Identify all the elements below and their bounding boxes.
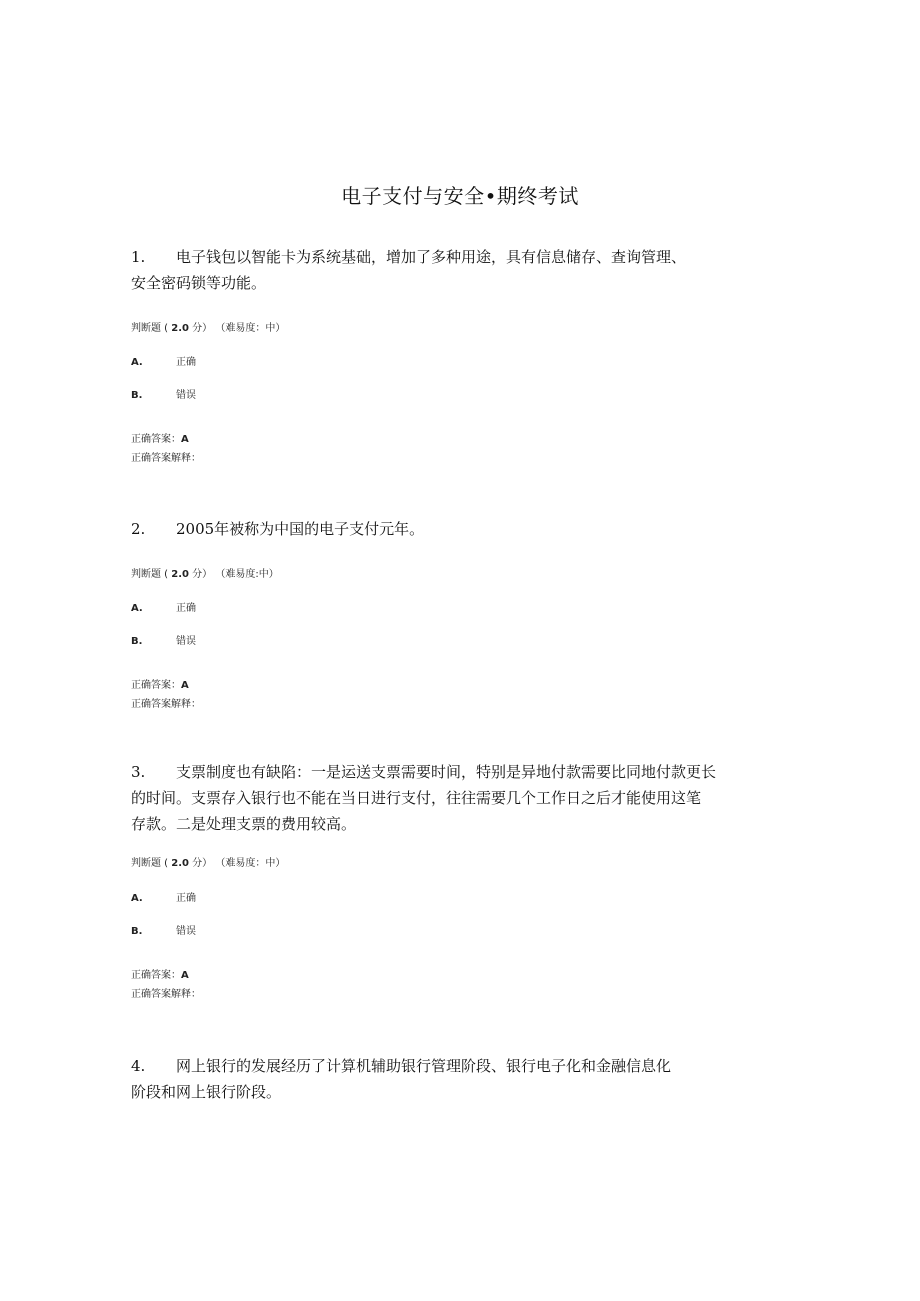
score-unit: 分） — [192, 858, 213, 869]
answer-block — [131, 430, 201, 468]
question-text-line: 2005年被称为中国的电子支付元年。 — [176, 520, 425, 538]
option-letter: B. — [131, 636, 143, 647]
question-text-line: 网上银行的发展经历了计算机辅助银行管理阶段、银行电子化和金融信息化 — [176, 1057, 672, 1075]
explanation-label: 正确答案解释： — [131, 699, 201, 710]
question-text-line: 安全密码锁等功能。 — [131, 274, 267, 292]
question-number: 2. — [131, 520, 146, 538]
score-unit: 分） — [192, 323, 213, 334]
question-number: 4. — [131, 1057, 146, 1075]
option-text: 错误 — [176, 390, 196, 401]
answer-value: A — [181, 434, 189, 445]
question-number: 3. — [131, 763, 146, 781]
option-text: 正确 — [176, 357, 196, 368]
answer-value: A — [181, 970, 189, 981]
option-b[interactable] — [131, 632, 196, 647]
question-difficulty: （难易度:中） — [215, 569, 279, 580]
question-type: 判断题 — [131, 569, 161, 580]
question-1 — [131, 244, 796, 464]
option-b[interactable] — [131, 386, 196, 401]
question-text-line: 存款。二是处理支票的费用较高。 — [131, 815, 357, 833]
question-meta: 判断题 ( 2.0 分） （难易度:中） — [131, 569, 279, 580]
answer-value: A — [181, 680, 189, 691]
question-text-line: 的时间。支票存入银行也不能在当日进行支付，往往需要几个工作日之后才能使用这笔 — [131, 789, 702, 807]
question-stem — [131, 244, 796, 296]
question-4 — [131, 1053, 796, 1105]
option-b[interactable] — [131, 922, 196, 937]
question-3 — [131, 759, 796, 1000]
question-difficulty: （难易度：中） — [215, 858, 286, 869]
question-2 — [131, 516, 796, 710]
answer-block — [131, 966, 201, 1004]
explanation-label: 正确答案解释： — [131, 989, 201, 1000]
answer-block — [131, 676, 201, 714]
option-letter: A. — [131, 603, 143, 614]
option-a[interactable] — [131, 599, 196, 614]
question-stem — [131, 1053, 796, 1105]
answer-label: 正确答案： — [131, 434, 181, 445]
question-text-line: 支票制度也有缺陷：一是运送支票需要时间，特别是异地付款需要比同地付款更长 — [176, 763, 717, 781]
option-letter: A. — [131, 357, 143, 368]
question-stem — [131, 516, 796, 542]
option-text: 错误 — [176, 636, 196, 647]
option-text: 正确 — [176, 893, 196, 904]
answer-label: 正确答案： — [131, 970, 181, 981]
option-a[interactable] — [131, 353, 196, 368]
question-score: 2.0 — [171, 323, 189, 334]
question-text-line: 阶段和网上银行阶段。 — [131, 1083, 282, 1101]
question-difficulty: （难易度：中） — [215, 323, 286, 334]
option-letter: A. — [131, 893, 143, 904]
question-meta: 判断题 ( 2.0 分） （难易度：中） — [131, 858, 286, 869]
question-stem — [131, 759, 796, 837]
option-text: 正确 — [176, 603, 196, 614]
option-text: 错误 — [176, 926, 196, 937]
question-type: 判断题 — [131, 323, 161, 334]
question-meta: 判断题 ( 2.0 分） （难易度：中） — [131, 323, 286, 334]
option-a[interactable] — [131, 889, 196, 904]
question-score: 2.0 — [171, 858, 189, 869]
question-type: 判断题 — [131, 858, 161, 869]
page-title: 电子支付与安全•期终考试 — [341, 184, 579, 208]
option-letter: B. — [131, 390, 143, 401]
option-letter: B. — [131, 926, 143, 937]
answer-label: 正确答案： — [131, 680, 181, 691]
question-score: 2.0 — [171, 569, 189, 580]
question-number: 1. — [131, 248, 146, 266]
question-text-line: 电子钱包以智能卡为系统基础，增加了多种用途，具有信息储存、查询管理、 — [176, 248, 687, 266]
explanation-label: 正确答案解释： — [131, 453, 201, 464]
score-unit: 分） — [192, 569, 213, 580]
